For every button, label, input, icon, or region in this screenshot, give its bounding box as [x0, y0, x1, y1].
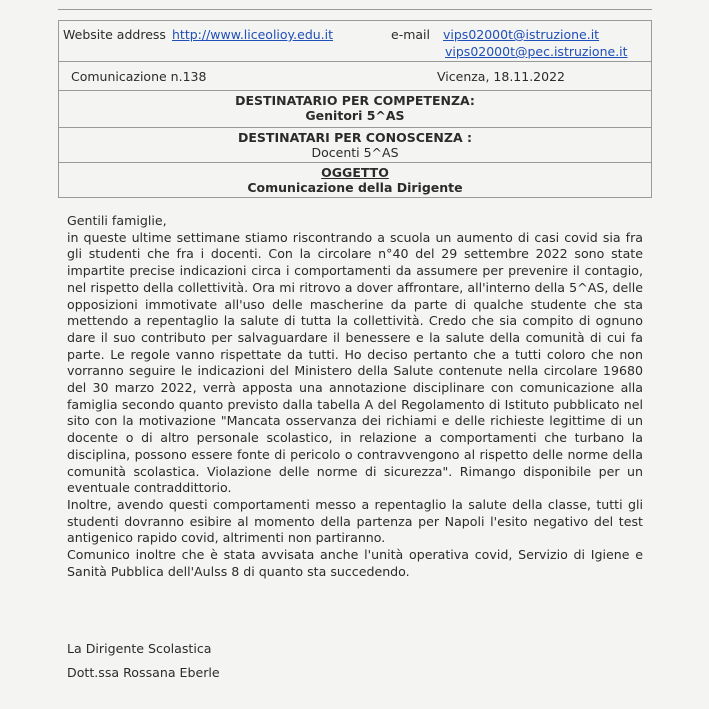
header-table [58, 20, 652, 198]
subject-title: OGGETTO [321, 165, 389, 180]
document-date: Vicenza, 18.11.2022 [437, 69, 565, 84]
protocol-row [59, 62, 652, 91]
body-paragraph-3: Comunico inoltre che è stata avvisata anche l'unità operativa covid, Servizio di Igiene e Sanità Pubblica dell'Aulss 8 di quanto sta succedendo. [67, 547, 643, 579]
body-paragraph-2: Inoltre, avendo questi comportamenti messo a repentaglio la salute della classe, tutti gli studenti dovranno esibire al momento della partenza per Napoli l'esito negativo del test antigenico rapido covid, altrimenti non partiranno. [67, 496, 643, 546]
letter-body [67, 213, 643, 580]
dest-competenza-value: Genitori 5^AS [305, 108, 405, 123]
email-link-istruzione[interactable]: vips02000t@istruzione.it [443, 27, 600, 42]
signature-name: Dott.ssa Rossana Eberle [67, 665, 220, 680]
email-label: e-mail [391, 27, 430, 42]
signature-role: La Dirigente Scolastica [67, 641, 212, 656]
recipients-competenza [59, 91, 652, 128]
communication-number: Comunicazione n.138 [71, 69, 207, 84]
recipients-conoscenza [59, 128, 652, 163]
website-link[interactable]: http://www.liceolioy.edu.it [172, 27, 334, 42]
email-link-pec[interactable]: vips02000t@pec.istruzione.it [445, 44, 628, 59]
greeting: Gentili famiglie, [67, 213, 167, 228]
body-paragraph-1: in queste ultime settimane stiamo riscontrando a scuola un aumento di casi covid sia fra gli studenti che fra i docenti. Con la circolare n°40 del 29 settembre 2022 sono state impartite precise indicazioni circa i comportamenti da assumere per prevenire il contagio, nel rispetto della collettività. Ora mi ritrovo a dover affrontare, all'interno della 5^AS, delle opposizioni immotivate all'uso delle mascherine da parte di qualche studente che sta mettendo a repentaglio la salute di tutta la collettività. Credo che sia compito di ognuno dare il suo contributo per salvaguardare il benessere e la salute della comunità di cui fa parte. Le regole vanno rispettate da tutti. Ho deciso pertanto che a tutti coloro che non vorranno seguire le indicazioni del Ministero della Salute contenute nella circolare 19680 del 30 marzo 2022, verrà apposta una annotazione disciplinare con comunicazione alla famiglia secondo quanto previsto dalla tabella A del Regolamento di Istituto pubblicato nel sito con la motivazione "Mancata osservanza dei richiami e delle richieste legittime di un docente o di altro personale scolastico, in relazione a comportamenti che turbano la disciplina, possono essere fonte di pericolo o contravvengono al rispetto delle norme della comunità scolastica. Violazione delle norme di sicurezza". Rimango disponibile per un eventuale contraddittorio. [67, 229, 643, 496]
dest-conoscenza-value: Docenti 5^AS [311, 145, 399, 160]
website-label: Website address [63, 27, 166, 42]
subject-value: Comunicazione della Dirigente [247, 180, 463, 195]
dest-competenza-title: DESTINATARIO PER COMPETENZA: [235, 93, 475, 108]
dest-conoscenza-title: DESTINATARI PER CONOSCENZA : [238, 130, 472, 145]
subject-row [59, 163, 652, 198]
contact-row [59, 21, 652, 62]
top-divider [58, 9, 652, 10]
